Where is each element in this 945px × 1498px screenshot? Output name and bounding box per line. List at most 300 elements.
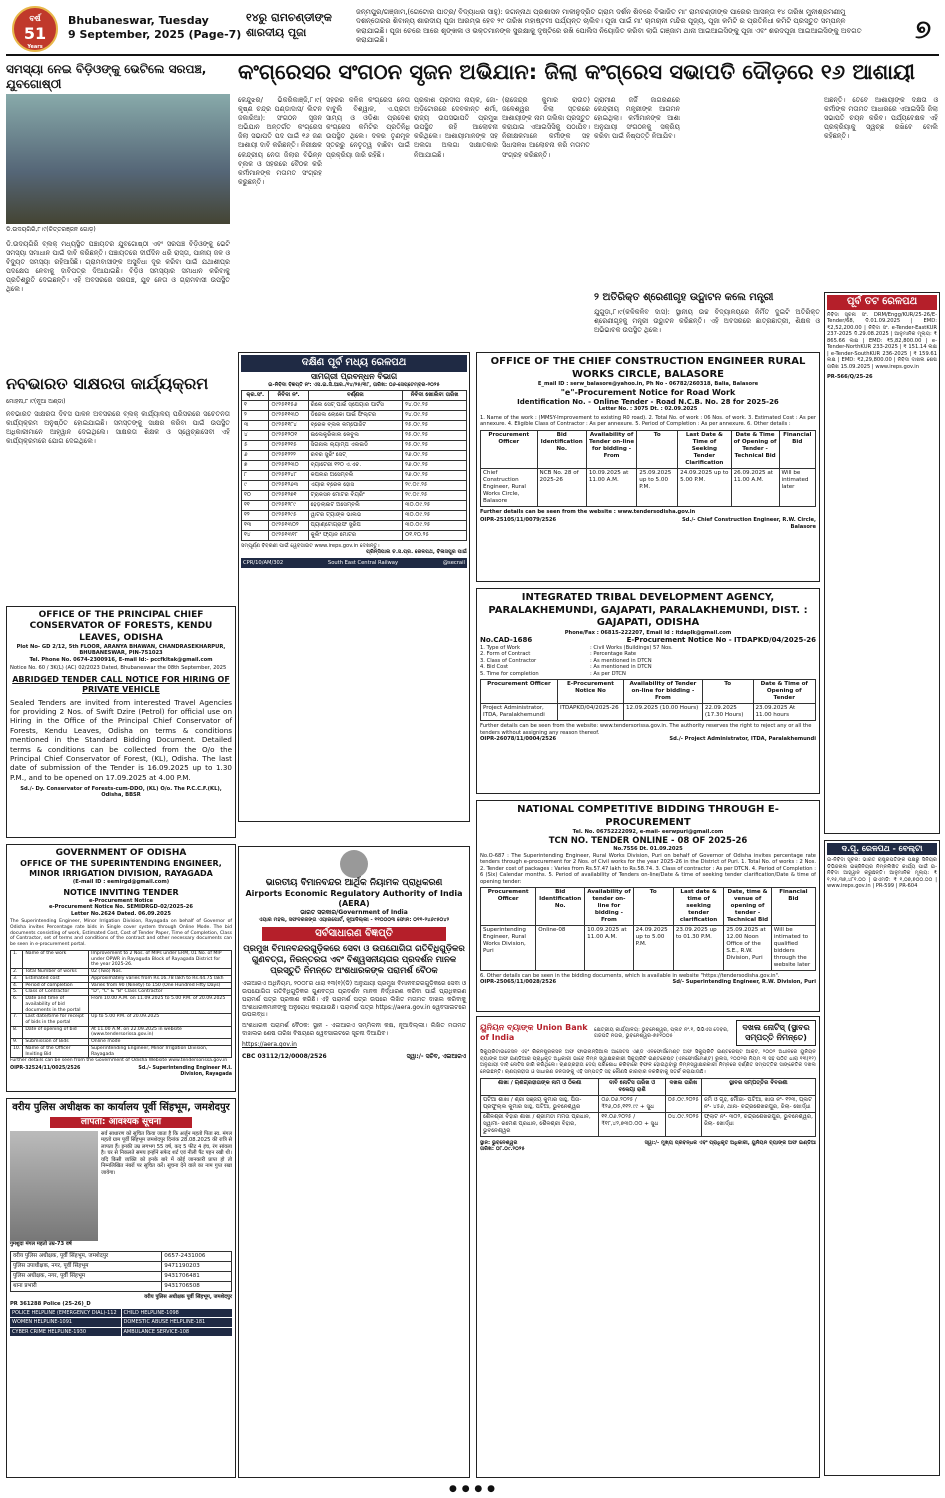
rw-ident: Identification No. - Online Tender - Road N.C.B. No. 28 for 2025-26 [517,397,779,406]
secr-cell: ୨୪.୦୯.୨୫ [403,400,467,410]
ncb-title: NATIONAL COMPETITIVE BIDDING THROUGH E-PROCUREMENT [517,804,779,828]
secr-cell: ରବର ସ୍ପ୍ରିଂ ସେଟ୍ [308,450,403,460]
itda-header: Procurement Officer [481,680,558,704]
ncb-footer: 6. Other details can be seen in the bidding documents, which is available in website "https://tendersodisha.gov.in". [480,972,780,979]
dateline-date: 9 September, 2025 (Page-7) [68,28,242,42]
ub-footer [480,1140,816,1153]
secr-cell: ସିଗନାଲ ଲ୍ୟାମ୍ପ ଏଲଇଡି [308,440,403,450]
main-col-1: କେନ୍ଦୁଝର/ ଭିକରିକାଞ୍ଜି,୮।୯( କୃଷ୍ଣ ଚନ୍ଦ୍ର ପଣ୍ଡାଦାସ/ ଲିଟନ ଜକାରିଆ): ସଂଗଠନ ସୃଜନ ଅଭିଯାନ ଅନ୍ତର୍ଗତ କଂଗ୍ରେସ ଜିଲା ସଭାପତି ପଦ ପାଇଁ ୧୬ ଜଣ ଆଶାୟୀ ଦାବି କରିଛନ୍ତି। ନିରୀକ୍ଷକ କେନ୍ଦ୍ରୀୟ ନେତା ଜିଲାର ବିଭିନ୍ନ ବ୍ଲକ ଓ ସହରରେ ବୈଠକ କରି କର୍ମୀମାନଙ୍କ ମତାମତ ସଂଗ୍ରହ କରୁଛନ୍ତି। [238,96,322,186]
police-notice [6,1098,236,1478]
secr-cell: ୦୯୨୫୧୨୭୧ [269,490,308,500]
helpline-item: CHILD HELPLINE-1098 [122,1309,233,1317]
secr-title: ଦକ୍ଷିଣ ପୂର୍ବ ମଧ୍ୟ ରେଳପଥ [241,355,467,372]
aera-meeting: ଅଂଶଧାରକ ପରାମର୍ଶ ବୈଠକ: ସ୍ଥାନ - ଏଇଆରଏ ସମ୍ମିଳନୀ କକ୍ଷ, ନୂଆଦିଲ୍ଲୀ। ଲିଖିତ ମତାମତ ଦାଖଲର ଶେଷ ତାରିଖ ବିଷୟରେ ୱେବସାଇଟରେ ସୂଚନା ଦିଆଯିବ। [242,1022,466,1037]
police-contact-cell: पुलिस अधीक्षक, नगर, पूर्वी सिंहभूम [11,1272,162,1282]
aera-title-or: ଭାରତୀୟ ବିମାନବନ୍ଦର ଆର୍ଥିକ ନିୟାମକ ପ୍ରାଧିକରଣ [265,878,443,888]
table-row [11,989,232,996]
rw-header: Procurement Officer [481,430,538,468]
forests-ref: Notice No. 60 / 3K(L) (AC) 02/2023 Dated, Bhubaneswar the 08th September, 2025 [10,665,227,672]
secr-cell: ୱାଟର ଟ୍ୟାଙ୍କ ଭାଲଭ [308,510,403,520]
aera-banner: ସର୍ବସାଧାରଣ ବିଜ୍ଞପ୍ତି [262,927,446,942]
mi-cell: Estimated cost [23,975,89,982]
kicker-line-1: ୧୪ରୁ ରାମଚଣ୍ଡୀଙ୍କ [246,11,332,24]
mi-cell: Varies from 90 (Ninety) to 150 (One Hundred Fifty Days) [89,982,232,989]
table-row [481,1095,816,1112]
aera-body: ଏଇଆରଏ ଅଧିନିୟମ, ୨୦୦୮ର ଧାରା ୧୩(୧)(ଡି) ଅନୁଯାୟୀ ପ୍ରମୁଖ ବିମାନବନ୍ଦରଗୁଡ଼ିକରେ ସେବା ଓ ଉପଯୋଗିତା ଗତିବିଧିଗୁଡ଼ିକର ଗୁଣବତ୍ତା ପ୍ରଦର୍ଶନ ମାନକ ନିର୍ଦ୍ଧାରଣ କରିବା ପାଇଁ ପ୍ରାଧିକରଣ ପରାମର୍ଶ ପତ୍ର ପ୍ରକାଶ କରିଛି। ଏହି ପରାମର୍ଶ ପତ୍ର ଉପରେ ଲିଖିତ ମତାମତ ଦାଖଲ କରିବାକୁ ଅଂଶଧାରକମାନଙ୍କୁ ଅନୁରୋଧ କରାଯାଉଛି। ପରାମର୍ଶ ପତ୍ର https://aera.gov.in ୱେବସାଇଟରେ ଉପଲବ୍ଧ। [242,980,466,1019]
ub-signature: ସ୍ୱା:/- ମୁଖ୍ୟ ପ୍ରବନ୍ଧକ ଏବଂ ପ୍ରାଧିକୃତ ଅଧିକାରୀ, ୟୁନିୟନ ବ୍ୟାଙ୍କ ଅଫ ଇଣ୍ଡିଆ [644,1139,816,1146]
aera-address: ଏୟାର ମହଲ, ସଫଦରଜଙ୍ଗ ଏୟାରପୋର୍ଟ, ନୂଆଦିଲ୍ଲୀ - ୧୧୦୦୦୩ ଫୋନ: ୦୧୧-୨୪୬୯୫୦୪୨ [258,917,450,924]
rw-heading: "e"-Procurement Notice for Road Work [560,387,736,397]
police-photo-caption: गुमशुदा मंगल महतो उम्र-73 वर्ष [10,1240,72,1247]
mi-signature: Sd./- Superintending Engineer M.I. Division, Rayagada [138,1066,232,1078]
rw-cell: 25.09.2025 up to 5.00 P.M. [637,468,678,506]
table-row [242,480,467,490]
secr-cell: ଡିଜେଲ ଲୋକୋ ପାଇଁ ଫିଲ୍ଟର [308,410,403,420]
main-col-2: ସହରର କଳିକ କଂଗ୍ରେସ ନେତା ବାବୁଲି ବିଶ୍ୱାଳ, ଏ.ପ୍ରତୀ ସାମ୍ୟ ଓ ଓଡ଼ିଶା ପ୍ରଦେଶ କଂଗ୍ରେସ କମିଟିର ପ୍ରତିନିଧି ଉପସ୍ଥିତ ଥିଲେ। ଦଳର ତୃଣମୂଳ ସ୍ତରରୁ ନେତୃତ୍ୱ ବାଛିବା ପାଇଁ ପ୍ରକ୍ରିୟା ଜାରି ରହିଛି। [326,96,410,159]
secr-cell: ଏୟାର ବ୍ରେକ ହୋସ [308,480,403,490]
ncb-cell: 23.09.2025 up to 01.30 P.M. [673,926,723,971]
east-coast-railway-notice-2 [824,840,940,1476]
police-contact-cell: 9431706508 [162,1282,232,1292]
ncb-header: Date, time & venue of opening of tender - Technical Bid [724,888,771,926]
rw-table [480,430,816,507]
main-col-3: ପ୍ରକାଶ ପ୍ରଦୀପ ନାୟକ, ଜୋ-ଅଡ଼ିଟୋରରେ ଦେବକାନ୍ତ ଶର୍ମା, ରାଜ୍ୟ ଉପସଭାପତି ପ୍ରମୁଖ ଉପସ୍ଥିତ ରହି ଆଲୋଚନା କରିଥିଲେ। ଆଶାୟୀମାନଙ୍କ ସହ ଅଲଗା ଅଲଗା ସାକ୍ଷାତକାର ନିଆଯାଇଛି। [414,96,498,159]
mi-title1: GOVERNMENT OF ODISHA [55,848,187,858]
secr-footer: ସମ୍ପୂର୍ଣ୍ଣ ବିବରଣୀ ପାଇଁ ୱେବସାଇଟ www.ireps.gov.in ଦେଖନ୍ତୁ। [241,542,380,549]
mi-table [10,950,232,1058]
ub-place: ସ୍ଥାନ: ଭୁବନେଶ୍ୱର [480,1139,518,1146]
photo-caption: ଡି.ଉଦୟଗିରି,୮।୯(ଚିତ୍ତରଞ୍ଜନ ଗୋଡ଼) [6,226,96,233]
table-row [11,1252,232,1262]
table-row [242,500,467,510]
minister-body: ଯୁଗୁଡ଼ା,୮।୯(କଳିକଳିବ ଦାସ): ସ୍ଥାନୀୟ ଉଚ୍ଚ ବିଦ୍ୟାଳୟରେ ନିର୍ମିତ ଦୁଇଟି ଅତିରିକ୍ତ ଶ୍ରେଣୀଗୃହକୁ ମନ୍ତ୍ରୀ ଉଦ୍ଘାଟନ କରିଛନ୍ତି। ଏହି ଅବସରରେ ଛାତ୍ରଛାତ୍ରୀ, ଶିକ୍ଷକ ଓ ଅଭିଭାବକ ଉପସ୍ଥିତ ଥିଲେ। [594,308,820,335]
ub-header [480,1020,816,1046]
itda-field-value: : Percentage Rate [590,651,637,658]
ub-notice-title: ଦଖଲ ନୋଟିସ୍ (ସ୍ଥାବର ସମ୍ପତ୍ତି ନିମନ୍ତେ) [736,1020,816,1046]
police-contact-cell: 9431706481 [162,1272,232,1282]
mi-cell: From 10.00 A.M. on 11.09.2025 to 5.00 P.M. of 20.09.2025 [89,996,232,1014]
badge-year: ବର୍ଷ [29,14,41,23]
secr-cell: ୨୫.୦୯.୨୫ [403,430,467,440]
minister-headline: ୨ ଅତିରିକ୍ତ ଶ୍ରେଣୀଗୃହ ଉଦ୍ଘାଟନ କଲେ ମନ୍ତ୍ରୀ [594,292,774,303]
secr-cell: ୦୯୨୫୧୨୮୯ [269,500,308,510]
itda-field-label: 4. Bid Cost [480,664,509,671]
mi-intro: The Superintending Engineer, Minor Irrigation Division, Rayagada on behalf of Governor of Odisha invites Percentage rate bids in Single cover system through Online Mode. The bid documents consisting of work, Estimated Cost, Cost of Tender Paper, Time of Completion, Class of Contractor, set of terms and conditions of the contract and other necessary documents can be seen in e-procurement portal. [10,919,232,948]
mi-cell: Date and time of availability of bid documents in the portal [23,996,89,1014]
print-registration-marks: ● ● ● ● [449,1484,496,1494]
rw-header: Bid Identification No. [537,430,586,468]
ncb-cell: Online-08 [536,926,585,971]
table-row [242,440,467,450]
east-coast-railway-notice [824,292,940,834]
itda-field-value: : As per DTCN [590,670,626,677]
secr-cell: ୨୬.୦୯.୨୫ [403,450,467,460]
mi-cell: Online mode [89,1039,232,1046]
secr-cell: ୫ [242,440,269,450]
itda-field-value: : As mentioned in DTCN [590,664,652,671]
left-story-headline-text: ସମସ୍ୟା ନେଇ ବିଡ଼ିଓଙ୍କୁ ଭେଟିଲେ ସରପଞ୍ଚ, ଯୁବଗୋଷ୍ଠୀ [6,62,207,91]
secr-cell: ୬ [242,450,269,460]
rw-signature: Sd./- Chief Construction Engineer, R.W. Circle, Balasore [681,517,816,530]
missing-person-photo [10,1131,98,1241]
secr-table [241,390,467,541]
rw-header: Last Date & Time of Seeking Tender Clarification [678,430,731,468]
mi-cell: 7. [11,1014,23,1026]
secr-cell: ୦୯୨୫୧୨୩୦ [269,460,308,470]
itda-header: Date & Time of Opening of Tender [753,680,816,704]
police-contact-cell: 0657-2431006 [162,1252,232,1262]
dateline [68,14,241,43]
itda-cell: 22.09.2025 (17.30 Hours) [702,704,753,721]
ncb-cell: Will be intimated to qualified bidders through the website later [771,926,815,971]
rw-ref: OIPR-25105/11/0079/2526 [480,517,557,524]
secr-subtitle: ସାମଗ୍ରୀ ପ୍ରବନ୍ଧନ ବିଭାଗ [310,371,398,381]
aera-ref: CBC 03112/12/0008/2526 [242,1052,327,1060]
rw-cell: Chief Construction Engineer, Rural Works Circle, Balasore [481,468,538,506]
secr-cell: ୨୬.୦୯.୨୫ [403,460,467,470]
mi-sub1: e-Procurement Notice [88,897,154,904]
mi-cell: Name of the work [23,950,89,968]
secr-cell: ୨୫.୦୯.୨୫ [403,440,467,450]
secr-notice [238,352,470,822]
forests-body: Sealed Tenders are invited from interested Travel Agencies for providing 2 Nos. of Swift Dzire (Petrol) for official use on Hiring in the Office of the Principal Chief Conservator of Forests, Kendu Leaves, Odisha on terms & conditions mentioned in the Standard Bidding Document. Detailed terms & conditions can be collected from the O/o the Principal Chief Conservator of Forest, (KL), Odisha. The last date of submission of the Tender is 16.09.2025 up to 1.30 P.M., and to be opened on 17.09.2025 at 4.00 P.M. [10,697,232,782]
secr-cell: ୧୪ [242,530,269,540]
police-missing-label: लापता: आवश्यक सूचना [50,1117,192,1128]
ecr2-title: ଦ.ପୂ. ରେଳପଥ - ବେଲ୍ଟା [827,843,937,855]
secr-cell: ୧୧ [242,500,269,510]
mi-cell: 10. [11,1045,23,1057]
itda-field-label: 2. Form of Contract [480,651,531,658]
secr-header: କ୍ର.ସଂ. [242,391,269,401]
mi-footer: Further details can be seen from the Government of Odisha Website www.tendersorissa.gov.in [10,1058,228,1064]
forests-signature: Sd./- Dy. Conservator of Forests-cum-DDO, (KL) O/o. The P.C.C.F.(KL), Odisha, BBSR [20,785,222,799]
mi-title2: OFFICE OF THE SUPERINTENDING ENGINEER, MINOR IRRIGATION DIVISION, RAYAGADA [20,859,222,879]
police-body: सर्व साधारण को सूचित किया जाता है कि अर्जुन महतो पिता स्व. मंगल महतो ग्राम पूर्वी सिंहभूम जमशेदपुर दिनांक 28.08.2025 की रात्रि से लापता हैं। इनकी उम्र लगभग 55 वर्ष, कद 5 फीट 4 इंच, रंग सांवला है। घर से निकलते समय इन्होंने सफेद शर्ट एवं नीली पैंट पहन रखी थी। यदि किसी व्यक्ति को इनके बारे में कोई जानकारी प्राप्त हो तो निम्नलिखित नंबरों पर सूचित करें। सूचना देने वाले का नाम गुप्त रखा जायेगा। [101,1130,232,1176]
secr-cell: ୦୯୨୫୧୩୦୨ [269,520,308,530]
main-headline: କଂଗ୍ରେସର ସଂଗଠନ ସୃଜନ ଅଭିଯାନ: ଜିଲା କଂଗ୍ରେସ ସଭାପତି ଦୌଡ଼ରେ ୧୬ ଆଶାୟୀ [238,60,915,84]
ub-header: ସ୍ଥାବର ସମ୍ପତ୍ତିର ବିବରଣୀ [701,1079,815,1096]
ncb-header: To [633,888,673,926]
literacy-headline: ନବଭାରତ ସାକ୍ଷରତା କାର୍ଯ୍ୟକ୍ରମ [6,374,209,393]
secr-notice-line: ଇ-ନିବିଦା ବିଜ୍ଞପ୍ତି ନଂ: ଏସ.ଇ.ସି.ଆର./୧୪/୨୫/୩୮, ତାରିଖ: ୦୬-ସେପ୍ଟେମ୍ବର-୨୦୨୫ [268,381,440,388]
secr-cell: ୨୬.୦୯.୨୫ [403,470,467,480]
ncb-body: No.O-687 : The Superintending Engineer, Rural Works Division, Puri on behalf of Governor of Odisha invites percentage rate tenders through e-procurement for 2 Nos. of Civil works for the year 2025-26 in the District of Puri. 1. Total No. of works : 2 Nos. 2. Tender cost of packages : Varies from Rs.57.47 lakh to Rs.58.74. 3. Class of contractor : As per DTCN. 4. Period of Completion : 6 (Six) Calendar months. 5. Period of availability of Tenders on-line/Date & time of seeking tender clarification/Date & time of opening tender: [480,852,816,885]
secr-cell: ୦୯୨୫୧୨୬୩ [269,480,308,490]
ub-table [480,1078,816,1137]
rural-works-notice [476,352,820,582]
itda-cell: Project Administrator, ITDA, Paralakhemundi [481,704,558,721]
ub-header: ଦଖଲ ତାରିଖ [665,1079,701,1096]
ub-cell: ପଟିଆ ଶାଖା / ଶ୍ରୀ ସଞ୍ଜୟ କୁମାର ସାହୁ, ପିତା- ପ୍ରଫୁଲ୍ଲ କୁମାର ସାହୁ, ପଟିଆ, ଭୁବନେଶ୍ୱର [481,1095,599,1112]
table-row [11,982,232,989]
itda-footer: Further details can be seen from the website: www.tendersorissa.gov.in. The authority reserves the right to reject any or all the tenders without assigning any reason thereof. [480,723,812,736]
secr-cell: ୧୨ [242,510,269,520]
secr-header: ନିବିଦା ନଂ. [269,391,308,401]
table-row [242,430,467,440]
main-col-4: (ରାଜେନ୍ଦ୍ର କୁମାର ରାଉତ) ଜଳେଶ୍ୱର ଜିଲା ସ୍ତରରେ ଆଶାୟୀଙ୍କ ନାମ ତାଲିକା ପ୍ରସ୍ତୁତ କରାଯାଇ ଏଆଇସିସିକୁ ପଠାଯିବ। ନିରୀକ୍ଷକମାନେ କର୍ମୀଙ୍କ ସହ ସିଧାସଳଖ ଆଲୋଚନା କରି ମତାମତ ସଂଗ୍ରହ କରିଛନ୍ତି। [502,96,590,159]
left-story-photo [6,94,230,224]
mi-cell: Name of the Officer Inviting Bid [23,1045,89,1057]
secr-cell: ୨୯.୦୯.୨୫ [403,490,467,500]
rw-cell: NCB No. 28 of 2025-26 [537,468,586,506]
secr-cell: ୩୦.୦୯.୨୫ [403,520,467,530]
rw-header: To [637,430,678,468]
secr-cell: ଟ୍ରାକସନ ମୋଟର ବିୟରିଂ [308,490,403,500]
aera-subject: ପ୍ରମୁଖ ବିମାନବନ୍ଦରଗୁଡ଼ିକରେ ସେବା ଓ ଉପଯୋଗିତା ଗତିବିଧିଗୁଡ଼ିକର ଗୁଣବତ୍ତା, ନିରନ୍ତରତା ଏବଂ ବିଶ୍ୱସନୀୟତାର ପ୍ରଦର୍ଶନ ମାନକ ପ୍ରସ୍ତୁତି ନିମନ୍ତେ ଅଂଶଧାରକଙ୍କ ପରାମର୍ଶ ବୈଠକ [243,944,465,977]
itda-ref: OIPR-26078/11/0004/2526 [480,736,557,743]
kicker [246,10,346,41]
mi-cell: Date of opening of bid [23,1026,89,1038]
ncb-no: No.7556 Dt. 01.09.2025 [613,846,683,853]
secr-cell: ୯ [242,480,269,490]
secr-signature: ପ୍ରିନ୍ସିପାଲ ଚ.ସ.ପ୍ର. ରେଳପଥ, ବିଳାସପୁର ପାଇଁ [366,549,467,556]
table-row [242,450,467,460]
mi-cell: Up to 5.00 P.M. of 20.09.2025 [89,1014,232,1026]
itda-field [480,671,816,678]
rw-footer-row [480,517,816,530]
ub-cell: ଫ୍ଲାଟ ନଂ- ୩୦୨, ଚନ୍ଦ୍ରଶେଖରପୁର, ଭୁବନେଶ୍ୱର, ଜିଲା- ଖୋର୍ଦ୍ଧା [701,1112,815,1136]
secr-cell: ୭ [242,460,269,470]
secr-cell: ୦୯୨୫୧୨୨୨ [269,450,308,460]
rw-cell: Will be intimated later [779,468,815,506]
table-row [11,1026,232,1038]
literacy-body: ନବଭାରତ ସାକ୍ଷରତା ଦିବସ ପାଳନ ଅବସରରେ ବ୍ଲକ୍ କାର୍ଯ୍ୟାଳୟ ପରିସରରେ ସଚେତନତା କାର୍ଯ୍ୟକ୍ରମ ଅନୁଷ୍ଠିତ ହୋଇଯାଇଛି। ସମସ୍ତଙ୍କୁ ସାକ୍ଷର କରିବା ପାଇଁ ଉପସ୍ଥିତ ଅଧିକାରୀମାନେ ଆହ୍ୱାନ ଦେଇଥିଲେ। ସାକ୍ଷରତା ଶିକ୍ଷକ ଓ ସ୍ୱେଚ୍ଛାସେବୀ ଏହି କାର୍ଯ୍ୟକ୍ରମରେ ଯୋଗ ଦେଇଥିଲେ। [6,410,230,446]
police-photo-wrap [10,1131,98,1248]
ub-header: ଶାଖା / ଋଣଗ୍ରହୀତାଙ୍କ ନାମ ଓ ଠିକଣା [481,1079,599,1096]
table-row [11,996,232,1014]
mi-cell: 8. [11,1026,23,1038]
secr-cell: ୩୦.୦୯.୨୫ [403,500,467,510]
mi-cell: 1. [11,950,23,968]
ncb-header: Last date & time of seeking tender clarification [673,888,723,926]
mi-cell: At 11.00 A.M. on 22.09.2025 in website (www.tendersorissa.gov.in) [89,1026,232,1038]
ncb-header: Procurement Officer [481,888,536,926]
ub-date: ତାରିଖ: ୦୮.୦୯.୨୦୨୫ [480,1146,525,1153]
secr-cell: ୩ [242,420,269,430]
right-continuation: ଅଛନ୍ତି। ତେବେ ଆଶାୟୀଙ୍କ ଦକ୍ଷତା ଓ କର୍ମୀଙ୍କ ମତାମତ ଆଧାରରେ ଏଆଇସିସି ଜିଲା ସଭାପତି ଚୟନ କରିବ। ପର୍ଯ୍ୟବେକ୍ଷକ ଏହି ପ୍ରକ୍ରିୟାକୁ ସ୍ୱଚ୍ଛ ରଖିବେ ବୋଲି କହିଛନ୍ତି। [824,96,938,141]
itda-cell: 23.09.2025 At 11.00 hours [753,704,816,721]
mi-cell: Superintending Engineer, Minor Irrigation Division, Rayagada [89,1045,232,1057]
secr-cell: ହେଡ଼ଲାଇଟ ଅସେମ୍ବଲି [308,500,403,510]
itda-field-value: : Civil Works (Buildings) 57 Nos. [590,644,673,651]
ncb-header: Financial Bid [771,888,815,926]
rw-footer: Further details can be seen from the website : www.tendersodisha.gov.in [480,508,696,515]
secr-cell: ୦୯୨୫୧୧୩୦ [269,410,308,420]
mi-cell: Improvement to 2 Nos. of MIPs under ERM, 01 No. of MIP under OPWR in Rayaguda Block of Rayagada District for the year 2025-26. [89,950,232,968]
ub-cell: ୦୪.୦୯.୨୦୨୫ [665,1112,701,1136]
aera-url[interactable]: https://aera.gov.in [242,1040,297,1048]
secr-follow: South East Central Railway [327,559,399,566]
helpline-item: DOMESTIC ABUSE HELPLINE-181 [122,1318,233,1326]
dateline-place: Bhubaneswar, Tuesday [68,14,209,27]
mi-cell: 3. [11,975,23,982]
mi-footer-row [10,1066,232,1078]
secr-cell: ରିଲେ ସେଟ୍ ପାଇଁ ସ୍ପେୟାର ପାର୍ଟସ [308,400,403,410]
rw-letter: Letter No. : 3075 Dt. : 02.09.2025 [598,406,698,413]
table-row [242,520,467,530]
itda-field-label: 3. Class of Contractor [480,657,537,664]
secr-cell: କପଲର ଅସେମ୍ବଲି [308,470,403,480]
secr-cell: ୧୩ [242,520,269,530]
secr-cell: କୁଲିଂ ଫ୍ୟାନ ମୋଟର [308,530,403,540]
table-row [242,420,467,430]
ncb-cell: 24.09.2025 up to 5.00 P.M. [633,926,673,971]
left-story-headline [6,62,230,92]
itda-header: To [702,680,753,704]
itda-cell: 12.09.2025 (10.00 Hours) [624,704,703,721]
ub-cell: ୧୧.୦୬.୨୦୨୫ / ₹୧୮,୪୨,୭୩୦.୦୦ + ସୁଧ [599,1112,665,1136]
secr-cell: ୦୯୨୫୧୨୦୧ [269,430,308,440]
table-row [242,470,467,480]
itda-notice-no: E-Procurement Notice No - ITDAPKD/04/2025-26 [626,636,816,644]
police-content [10,1131,232,1248]
itda-phone: Phone/Fax : 06815-222207, Email Id : itdaplk@gmail.com [564,629,732,636]
secr-header: ବର୍ଣ୍ଣନା [308,391,403,401]
rw-email: E_mail ID : serw_balasore@yahoo.in, Ph No - 06782/260318, Balia, Balasore [537,381,759,387]
left-story-body: ଡି.ଉଦୟଗିରି ବ୍ଲକ୍ ମଧ୍ୟସ୍ଥିତ ପଞ୍ଚାୟତର ଯୁବଗୋଷ୍ଠୀ ଏବଂ ସରପଞ୍ଚ ବିଡ଼ିଓଙ୍କୁ ଭେଟି ସମସ୍ୟା ସମାଧାନ ପାଇଁ ଦାବି କରିଛନ୍ତି। ପଞ୍ଚାୟତରେ ଦୀର୍ଘଦିନ ଧରି ରାସ୍ତା, ପାନୀୟ ଜଳ ଓ ବିଦ୍ୟୁତ ସମସ୍ୟା ରହିଆସିଛି। ଗ୍ରାମବାସୀଙ୍କ ଅସୁବିଧା ଦୂର କରିବା ପାଇଁ ଯଥାଶୀଘ୍ର ପଦକ୍ଷେପ ନେବାକୁ ଦାବିପତ୍ର ଦିଆଯାଇଛି। ବିଡ଼ିଓ ସମସ୍ୟାର ସମାଧାନ କରିବାକୁ ପ୍ରତିଶ୍ରୁତି ଦେଇଛନ୍ତି। ଏହି ଅବସରରେ ସରପଞ୍ଚ, ଯୁବ ନେତା ଓ ଗ୍ରାମବାସୀ ଉପସ୍ଥିତ ଥିଲେ। [6,240,230,294]
main-col-5: ଗ୍ରାମୀଣ ଜର୍ଜି ଜାଗରଣରେ କେନ୍ଦ୍ରୀୟ ମନ୍ତ୍ରୀଙ୍କ ଆଗମନ ହୋଇଥିଲା। କର୍ମୀମାନଙ୍କ ଆଶା ଅନୁଯାୟୀ ସଂଗଠନକୁ ସକ୍ରିୟ କରିବା ପାଇଁ ନିଷ୍ପତ୍ତି ନିଆଯିବ। [594,96,680,141]
forests-address: Plot No- GD 2/12, 5th FLOOR, ARANYA BHAWAN, CHANDRASEKHARPUR, BHUBANESWAR, PIN-751023 [16,643,226,657]
mi-cell: 9. [11,1039,23,1046]
aera-notice [238,846,470,1478]
secr-cell: ପ୍ୟାଣ୍ଟୋଗ୍ରାଫ ସ୍ଟ୍ରିପ [308,520,403,530]
table-row [11,1262,232,1272]
mi-cell: Approximately varies from Rs.16.78 lakh to Rs.44.75 lakh [89,975,232,982]
secr-cell: ୩୦.୦୯.୨୫ [403,510,467,520]
table-row [481,1112,816,1136]
secr-cell: ୨ [242,410,269,420]
secr-handle: @secrail [442,559,465,566]
secr-ref: CPR/10/AM/302 [243,559,284,566]
police-title: वरीय पुलिस अधीक्षक का कार्यालय पूर्वी सिंहभूम, जमशेदपुर [12,1102,230,1113]
rw-header: Date & Time of Opening of Tender - Technical Bid [731,430,779,468]
secr-follow-bar [241,558,467,569]
mi-cell: 2. [11,969,23,976]
ub-cell: ଶୈଳଶ୍ରୀ ବିହାର ଶାଖା / ଶ୍ରୀମତୀ ମମତା ପ୍ରଧାନ, ସ୍ୱାମୀ- ରମେଶ ପ୍ରଧାନ, ଶୈଳଶ୍ରୀ ବିହାର, ଭୁବନେଶ୍ୱର [481,1112,599,1136]
itda-cad: No.CAD-1686 [480,636,533,644]
itda-header: E-Procurement Notice No [557,680,623,704]
forests-heading: ABRIDGED TENDER CALL NOTICE FOR HIRING OF PRIVATE VEHICLE [12,674,230,694]
badge-sub: Years [27,44,43,50]
police-contact-cell: वरीय पुलिस अधीक्षक, पूर्वी सिंहभूम, जमशेदपुर [11,1252,162,1262]
top-news: ଜନ୍ମପୁର/ଗଞ୍ଜାମ,(ଗେଟୋର ପାତ୍ର/ ବିଦ୍ୟାଧର ସାହୁ): ଜଗନ୍ନାଥ ପ୍ରଶାସନ ମାଳୀନୁଦ୍ରିତ ଗ୍ରାମ ଦର୍ଶନ ଶିବରେ ବିଭାଜିତ ମା' ରାମଚଣ୍ଡୀଙ୍କ ପାରେର ଆସନ୍ତା ୧୪ ତାରିଖ ମୁନୀଶ୍ରମଣୀମୁ ଦଶନ୍ତୋରର ଶିବାନ୍ୟ ଶାରଦୀୟ ପୂଜା ଆରମ୍ଭ ହେବ ୨୯ ତାରିଖ ମହାଷ୍ଟମୀ ପର୍ଯ୍ୟନ୍ତ ଚାଲିବ। ପୂଜା ପାଇଁ ମା' ଚାମଚାନୀ ମନ୍ଦିର ପୂଜ୍ୟ, ପୂଜା କମିଟି ର ପ୍ରତିନିଧୀ କମିଟି ପ୍ରସ୍ତୁତ ସମ୍ପନ୍ନ କରାଯାଇଛି। ପୂଜା ଚେରେ ଆରେ ଶୃଙ୍ଖଳା ଓ ଭକ୍ତମାନଙ୍କ ସୁରକ୍ଷାକୁ ଦୃଷ୍ଟିରେ ରଖି ପୋଲିସ ନିୟୋଜିତ କରିବା ଲାଗି ଗଞ୍ଜାମ ଥାନା ଆଇଆଇସିଙ୍କୁ ପୂଜା ଏବଂ ଶରଦପୂଜା ଆଇଆଇସିଙ୍କୁ ଅବଗତ କରାଯାଇଛି। [356,8,862,45]
kicker-line-2: ଶାରଦୀୟ ପୂଜା [246,26,307,40]
mi-cell: 4. [11,982,23,989]
aera-signature: ସ୍ୱା:/- ସଚିବ, ଏଇଆରଏ [406,1052,466,1060]
itda-notice [476,588,820,794]
rw-details: 1. Name of the work : (MMSY-Improvement to existing R0 road). 2. Total No. of work : 06 Nos. of work. 3. Estimated Cost : As per annexure. 4. Eligible Class of Contractor : As per annexure. 5. Period of Completion : As per annexure. 6. Other details : [480,414,816,428]
ncb-footer-row [480,979,816,986]
itda-table [480,679,816,721]
rw-cell: 10.09.2025 at 11.00 A.M. [586,468,636,506]
secr-cell: ୦୯୨୫୧୧୮୪ [269,420,308,430]
mi-cell: 5. [11,989,23,996]
secr-cell: ୦୯୨୫୧୧୫୬ [269,400,308,410]
mi-cell: Submission of Bids [23,1039,89,1046]
mi-sub2: e-Procurement Notice No. SEMIDRGD-02/2025-26 [49,904,193,911]
secr-cell: ୧ [242,400,269,410]
ub-cell: ୦୫.୦୯.୨୦୨୫ [665,1095,701,1112]
ub-office: କ୍ଷେତ୍ରୀୟ କାର୍ଯ୍ୟାଳୟ: ଭୁବନେଶ୍ୱର, ପ୍ଲଟ ନଂ.୧, ଭିଭିଏସ ଦେବର, ଗଜପତି ନଗର, ଭୁବନେଶ୍ୱର-୭୫୧୦୦୫ [594,1026,729,1039]
ncb-tcn: TCN NO. TENDER ONLINE - 08 OF 2025-26 [548,835,748,846]
rw-header: Financial Bid [779,430,815,468]
secr-cell: ୦୧.୧୦.୨୫ [403,530,467,540]
forests-contact: Tel. Phone No. 0674-2300916, E-mail Id:- pccfkltak@gmail.com [29,656,213,663]
secr-cell: ୪ [242,430,269,440]
aera-footer [242,1053,466,1061]
rw-header: Availability of Tender on-line for bidding - From [586,430,636,468]
badge-number: 51 [23,24,47,43]
ecr-body: ନିବିଦା ସୂଚନା ସଂ. DRM/Engg/KUR/25-26/E-Tender/68, ଦି.01.09.2025 | EMD: ₹2,52,200.00 | ନିବିଦା ସଂ. e-Tender-EastKUR 237-2025 ଦି.29.08.2025 | ଆନୁମାନିକ ମୂଲ୍ୟ: ₹ 865.66 ଲକ୍ଷ | EMD: ₹5,82,800.00 | e-Tender-NorthKUR 233-2025 | ₹ 151.14 ଲକ୍ଷ | e-Tender-SouthKUR 236-2025 | ₹ 159.61 ଲକ୍ଷ | EMD: ₹2,29,800.00 | ନିବିଦା ଦାଖଲ ଶେଷ ତାରିଖ 15.09.2025 | www.ireps.gov.in [827,311,937,370]
secr-cell: ୦୯୨୫୧୨୧୫ [269,440,308,450]
ecr-ref: PR-566/Q/25-26 [827,374,873,380]
police-contacts [10,1251,232,1292]
mi-email: (E-mail ID : eemirgd@gmail.com) [72,879,170,886]
ub-header: ଦାବି ନୋଟିସ ତାରିଖ ଓ ବକେୟା ରାଶି [599,1079,665,1096]
police-contact-cell: पुलिस उपाधीक्षक, नगर, पूर्वी सिंहभूम [11,1262,162,1272]
aera-title-en: Airports Economic Regulatory Authority of India (AERA) [245,889,463,909]
itda-header: Availability of Tender on-line for bidding - From [624,680,703,704]
ncb-tel: Tel. No. 06752222092, e-mail- eerwpuri@gmail.com [572,829,724,835]
mi-sub3: Letter No.2624 Dated. 06.09.2025 [71,910,171,917]
mi-cell: Last date/time for receipt of bids in the portal [23,1014,89,1026]
ub-cell: ଜମି ଓ ଗୃହ, ମୌଜା- ପଟିଆ, ଖାତା ନଂ- ୧୨୩, ପ୍ଲଟ ନଂ- ୪୫୬, ଥାନା- ଚନ୍ଦ୍ରଶେଖରପୁର, ଜିଲା- ଖୋର୍ଦ୍ଧା [701,1095,815,1112]
table-row [11,1014,232,1026]
itda-field-value: : As mentioned in DTCN [590,657,652,664]
page-number: ୭ [915,15,931,45]
helpline-item: WOMEN HELPLINE-1091 [10,1318,121,1326]
secr-cell: ଇଲେକ୍ଟ୍ରିକାଲ କେବୁଲ [308,430,403,440]
table-row [242,400,467,410]
ncb-cell: 25.09.2025 at 12.00 Noon Office of the S.E., R.W. Division, Puri [724,926,771,971]
anniversary-badge [12,6,58,52]
forests-title: OFFICE OF THE PRINCIPAL CHIEF CONSERVATOR OF FORESTS, KENDU LEAVES, ODISHA [29,610,213,643]
police-signature: वरीय पुलिस अधीक्षक पूर्वी सिंहभूम, जमशेदपुर [144,1294,232,1301]
table-row [11,1272,232,1282]
mi-heading: NOTICE INVITING TENDER [63,887,179,897]
itda-signature: Sd./- Project Administrator, ITDA, Paralakhemundi [669,736,816,743]
table-row [242,510,467,520]
ncb-ref: OIPR-25065/11/0028/2526 [480,979,557,986]
itda-fields [480,645,816,678]
mi-cell: "D", "C" & "B" Class Contractor [89,989,232,996]
ncb-header: Bid Identification No. [536,888,585,926]
ncb-cell: 10.09.2025 at 11.00 A.M. [585,926,634,971]
mi-cell: 6. [11,996,23,1014]
rw-cell: 24.09.2025 up to 5.00 P.M. [678,468,731,506]
secr-cell: ୦୯୨୫୧୩୧୮ [269,530,308,540]
union-bank-notice [476,1016,820,1478]
helplines [10,1309,232,1336]
secr-header: ନିବିଦା ଖୋଲିବା ତାରିଖ [403,391,467,401]
ncb-table [480,887,816,971]
ncb-cell: Superintending Engineer, Rural Works Division, Puri [481,926,536,971]
helpline-item: POLICE HELPLINE (EMERGENCY DIAL)-112 [10,1309,121,1317]
itda-footer-row [480,736,816,743]
table-row [242,490,467,500]
literacy-dateline: ମୋହନା,୮।୯(ନୂଆ ଅଣ୍ଡା) [6,398,66,405]
ncb-notice [476,800,820,1012]
table-row [242,530,467,540]
ub-logo: ୟୁନିୟନ ବ୍ୟାଙ୍କ Union Bank of India [480,1023,588,1042]
emblem-icon [340,850,368,878]
ub-cell: ୦୬.୦୬.୨୦୨୫ / ₹୨୬,୦୫,୧୧୨.୯୯ + ସୁଧ [599,1095,665,1112]
secr-cell: ବ୍ୟାଟେରୀ ୧୨୦ ଏ.ଏଚ. [308,460,403,470]
secr-cell: ୮ [242,470,269,480]
secr-cell: ୨୫.୦୯.୨୫ [403,420,467,430]
table-row [11,975,232,982]
secr-cell: ୧୦ [242,490,269,500]
